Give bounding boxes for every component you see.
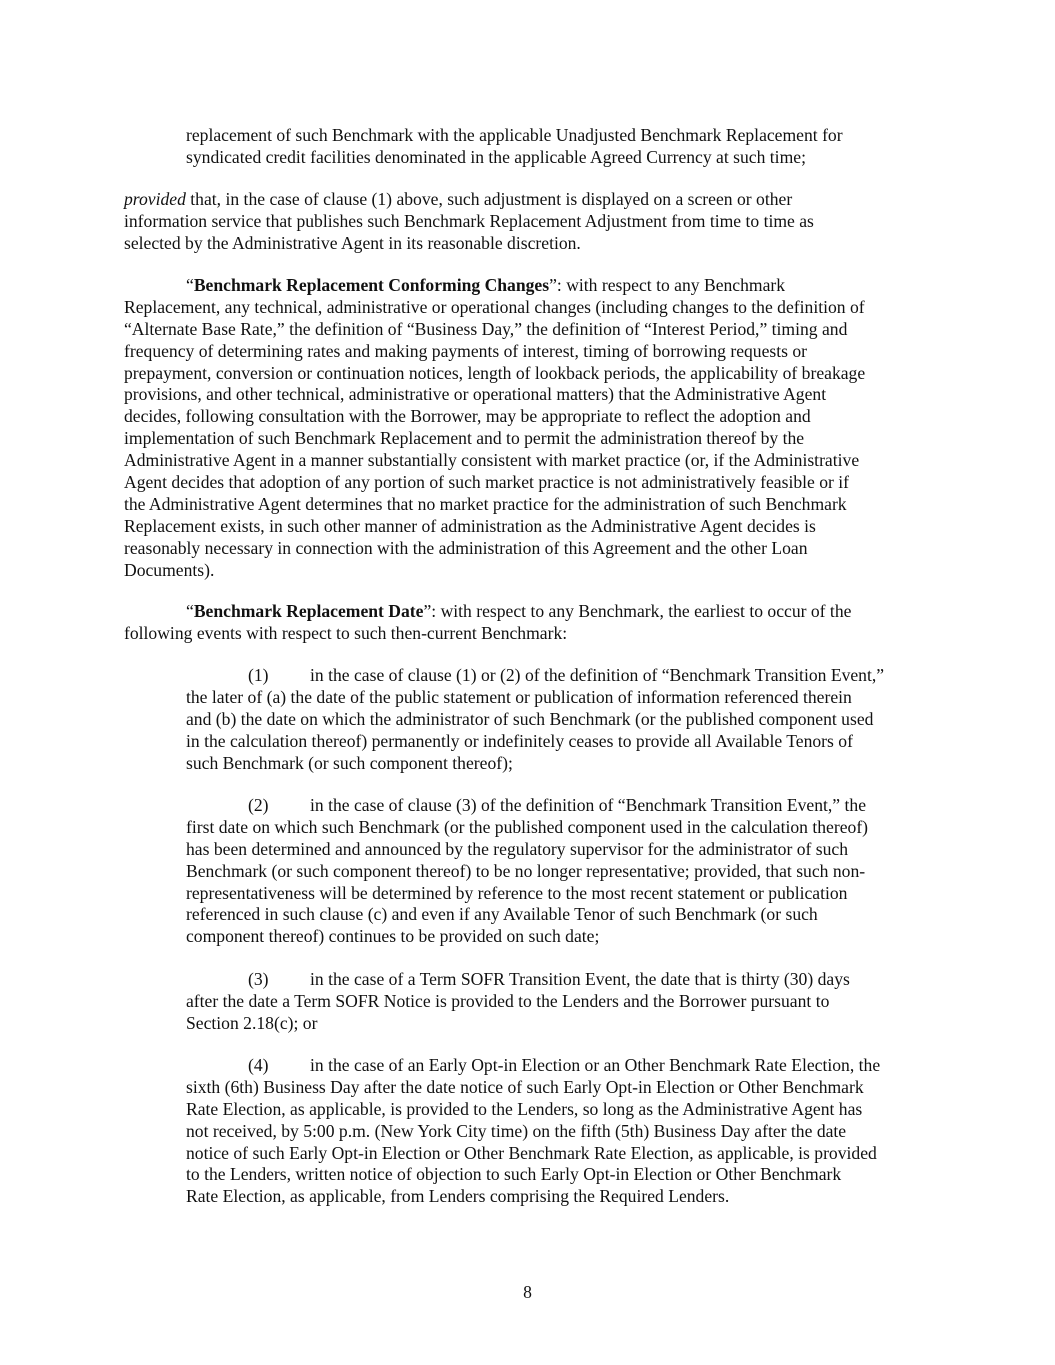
text-line: frequency of determining rates and making payments of interest, timing of borrowing requests or <box>124 340 808 361</box>
text-line: decides, following consultation with the Borrower, may be appropriate to reflect the adoption and <box>124 406 811 427</box>
text-line: following events with respect to such then-current Benchmark: <box>124 622 568 643</box>
continuation-paragraph <box>186 125 946 169</box>
text-line: the later of (a) the date of the public statement or publication of information referenced therein <box>186 686 852 707</box>
text-line: such Benchmark (or such component thereof); <box>186 752 513 773</box>
text-line: reasonably necessary in connection with the administration of this Agreement and the other Loan <box>124 537 808 558</box>
text-line: provided that, in the case of clause (1) above, such adjustment is displayed on a screen or other <box>124 189 793 209</box>
text-line: syndicated credit facilities denominated in the applicable Agreed Currency at such time; <box>186 146 806 167</box>
page-number: 8 <box>523 1282 532 1302</box>
clause-first-line: (4) in the case of an Early Opt-in Election or an Other Benchmark Rate Election, the <box>186 1055 946 1077</box>
text-line: “Alternate Base Rate,” the definition of “Business Day,” the definition of “Interest Period,” timing and <box>124 318 848 339</box>
clause-first-line: (2) in the case of clause (3) of the definition of “Benchmark Transition Event,” the <box>186 795 946 817</box>
text-line: and (b) the date on which the administrator of such Benchmark (or the published component used <box>186 708 874 729</box>
definition-lead-line: “Benchmark Replacement Conforming Changes”: with respect to any Benchmark <box>186 275 786 295</box>
definition-conforming-changes <box>124 275 944 581</box>
proviso-italic-lead: provided <box>124 189 186 209</box>
clause-3 <box>186 969 946 1035</box>
clause-number: (1) <box>248 665 269 685</box>
text-line: Agent decides that adoption of any portion of such market practice is not administratively feasible or if <box>124 472 850 493</box>
text-line: not received, by 5:00 p.m. (New York City time) on the fifth (5th) Business Day after the date <box>186 1120 847 1141</box>
text-line: first date on which such Benchmark (or the published component used in the calculation thereof) <box>186 816 869 837</box>
text-line: notice of such Early Opt-in Election or Other Benchmark Rate Election, as applicable, is provided <box>186 1142 877 1163</box>
text-line: implementation of such Benchmark Replacement and to permit the administration thereof by the <box>124 428 805 449</box>
text-line: component thereof) continues to be provided on such date; <box>186 926 600 947</box>
text-line: referenced in such clause (c) and even if any Available Tenor of such Benchmark (or such <box>186 904 818 925</box>
text-line: provisions, and other technical, administrative or operational matters) that the Administrative Agent <box>124 384 827 405</box>
text-line: to the Lenders, written notice of objection to such Early Opt-in Election or Other Benchmark <box>186 1164 842 1185</box>
text-line: Replacement, any technical, administrative or operational changes (including changes to the definition of <box>124 296 865 317</box>
text-line: representativeness will be determined by reference to the most recent statement or publication <box>186 882 848 903</box>
text-line: prepayment, conversion or continuation notices, length of lookback periods, the applicability of breakage <box>124 362 866 383</box>
clause-number: (4) <box>248 1055 269 1075</box>
clause-first-line: (3) in the case of a Term SOFR Transition Event, the date that is thirty (30) days <box>186 969 946 991</box>
clause-number: (2) <box>248 795 269 815</box>
clause-number: (3) <box>248 969 269 989</box>
text-line: sixth (6th) Business Day after the date notice of such Early Opt-in Election or Other Benchmark <box>186 1076 864 1097</box>
text-line: Documents). <box>124 559 215 580</box>
proviso-paragraph <box>124 189 944 255</box>
text-line: Replacement exists, in such other manner of administration as the Administrative Agent decides is <box>124 515 816 536</box>
text-line: Administrative Agent in a manner substantially consistent with market practice (or, if the Administrative <box>124 450 860 471</box>
text-line: Rate Election, as applicable, from Lenders comprising the Required Lenders. <box>186 1186 730 1207</box>
clause-4 <box>186 1055 946 1208</box>
clause-first-line: (1) in the case of clause (1) or (2) of the definition of “Benchmark Transition Event,” <box>186 665 946 687</box>
text-line: the Administrative Agent determines that no market practice for the administration of such Benchmark <box>124 493 847 514</box>
clause-1 <box>186 665 946 774</box>
text-line: Benchmark (or such component thereof) to be no longer representative; provided, that such non- <box>186 860 866 881</box>
definition-replacement-date <box>124 601 944 645</box>
defined-term: Benchmark Replacement Date <box>193 601 424 621</box>
text-line: has been determined and announced by the regulatory supervisor for the administrator of such <box>186 838 848 859</box>
defined-term: Benchmark Replacement Conforming Changes <box>193 275 550 295</box>
text-line: selected by the Administrative Agent in its reasonable discretion. <box>124 232 581 253</box>
text-line: Section 2.18(c); or <box>186 1012 318 1033</box>
definition-lead-line: “Benchmark Replacement Date”: with respect to any Benchmark, the earliest to occur of the <box>186 601 852 621</box>
text-line: in the calculation thereof) permanently or indefinitely ceases to provide all Available Tenors of <box>186 730 853 751</box>
clause-2 <box>186 795 946 948</box>
text-line: Rate Election, as applicable, is provided to the Lenders, so long as the Administrative Agent has <box>186 1098 863 1119</box>
text-line: information service that publishes such Benchmark Replacement Adjustment from time to time as <box>124 210 814 231</box>
text-line: replacement of such Benchmark with the applicable Unadjusted Benchmark Replacement for <box>186 125 843 145</box>
text-line: after the date a Term SOFR Notice is provided to the Lenders and the Borrower pursuant to <box>186 990 830 1011</box>
